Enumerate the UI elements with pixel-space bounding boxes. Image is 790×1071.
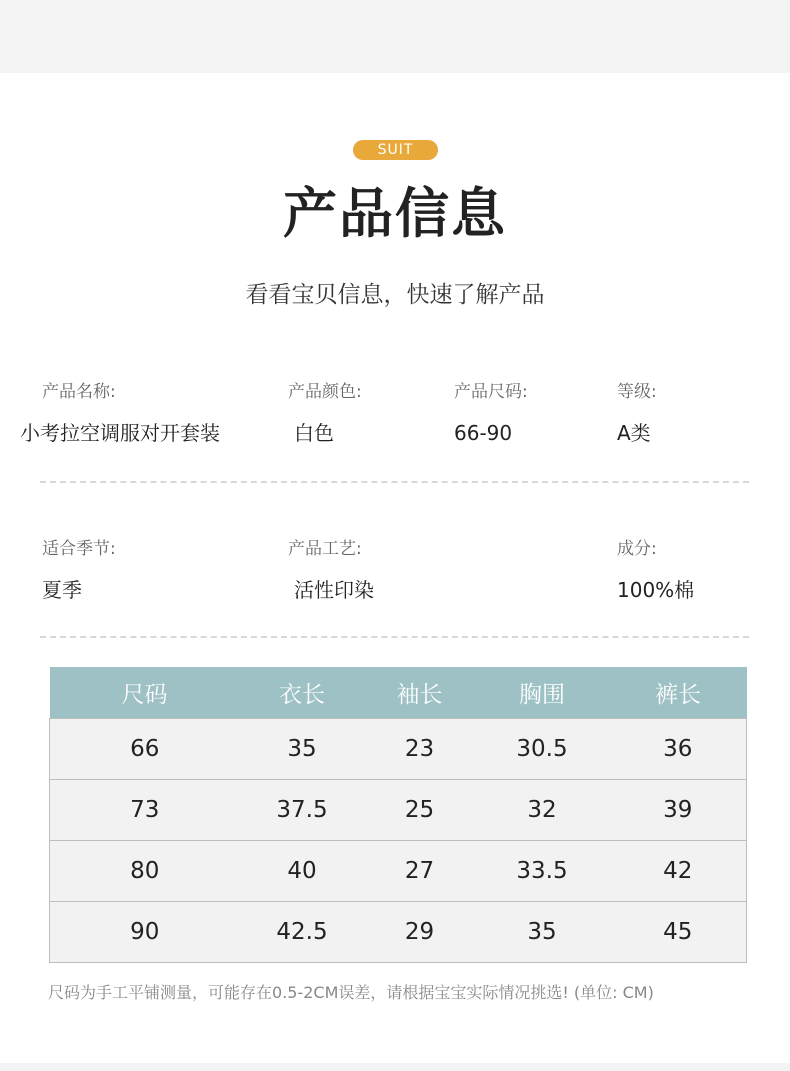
product-color-label: 产品颜色: [288,382,362,402]
grade-label: 等级: [617,382,657,402]
divider-1 [40,481,749,483]
table-cell: 42.5 [240,902,365,963]
table-cell: 29 [365,902,475,963]
size-table-header [50,667,747,719]
season-label: 适合季节: [42,539,116,559]
page-subtitle: 看看宝贝信息，快速了解产品 [245,282,545,308]
craft-value: 活性印染 [294,578,374,602]
table-row [50,841,747,902]
suit-badge: SUIT [353,140,438,160]
table-cell: 36 [610,719,747,780]
table-cell: 32 [475,780,610,841]
table-cell: 66 [50,719,240,780]
table-cell: 37.5 [240,780,365,841]
grade-value: A类 [617,421,651,445]
table-cell: 33.5 [475,841,610,902]
product-name-label: 产品名称: [42,382,116,402]
header-size: 尺码 [50,667,240,719]
composition-value: 100%棉 [617,578,695,602]
size-table [49,667,747,963]
craft-label: 产品工艺: [288,539,362,559]
table-cell: 40 [240,841,365,902]
table-row [50,719,747,780]
table-cell: 39 [610,780,747,841]
header-length: 衣长 [240,667,365,719]
table-cell: 25 [365,780,475,841]
table-cell: 35 [240,719,365,780]
product-size-value: 66-90 [454,421,513,445]
table-cell: 35 [475,902,610,963]
table-cell: 80 [50,841,240,902]
product-color-value: 白色 [294,421,334,445]
bottom-band [0,1063,790,1071]
table-cell: 45 [610,902,747,963]
table-row [50,780,747,841]
page-title: 产品信息 [283,182,507,245]
table-cell: 27 [365,841,475,902]
table-cell: 30.5 [475,719,610,780]
product-size-label: 产品尺码: [454,382,528,402]
header-sleeve: 袖长 [365,667,475,719]
table-cell: 90 [50,902,240,963]
product-name-value: 小考拉空调服对开套装 [20,421,220,445]
composition-label: 成分: [617,539,657,559]
table-cell: 42 [610,841,747,902]
size-footnote: 尺码为手工平铺测量，可能存在0.5-2CM误差，请根据宝宝实际情况挑选! (单位: CM) [48,983,654,1002]
header-chest: 胸围 [475,667,610,719]
header-pants: 裤长 [610,667,747,719]
table-cell: 23 [365,719,475,780]
season-value: 夏季 [42,578,82,602]
table-cell: 73 [50,780,240,841]
divider-2 [40,636,749,638]
top-band [0,0,790,73]
table-row [50,902,747,963]
